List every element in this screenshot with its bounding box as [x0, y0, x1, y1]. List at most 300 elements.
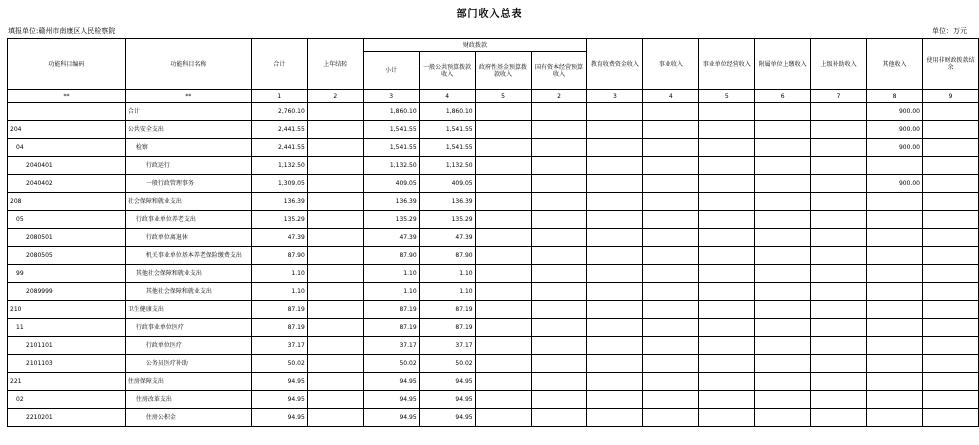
column-index-cell: 2: [531, 90, 587, 103]
cell-non-fiscal-balance: [922, 157, 978, 175]
cell-superior-subsidy: [811, 265, 867, 283]
column-index-cell: 4: [419, 90, 475, 103]
cell-edu-fees: [587, 301, 643, 319]
cell-subsidiary-turnover: [755, 301, 811, 319]
cell-name: 行政运行: [125, 157, 251, 175]
cell-non-fiscal-balance: [922, 103, 978, 121]
cell-carryover: [307, 193, 363, 211]
cell-name: 住房改革支出: [125, 391, 251, 409]
cell-business-income: [643, 139, 699, 157]
cell-gov-fund: [475, 319, 531, 337]
cell-carryover: [307, 373, 363, 391]
column-index-cell: 6: [755, 90, 811, 103]
cell-superior-subsidy: [811, 229, 867, 247]
cell-other-income: [867, 229, 923, 247]
cell-non-fiscal-balance: [922, 247, 978, 265]
cell-subtotal: 87.90: [363, 247, 419, 265]
cell-other-income: [867, 193, 923, 211]
cell-superior-subsidy: [811, 409, 867, 427]
cell-subsidiary-turnover: [755, 319, 811, 337]
cell-other-income: [867, 355, 923, 373]
table-row: [8, 373, 979, 391]
cell-other-income: [867, 301, 923, 319]
header-carryover: 上年结转: [307, 39, 363, 90]
cell-operating-income: [699, 103, 755, 121]
cell-edu-fees: [587, 103, 643, 121]
cell-total: 87.19: [251, 319, 307, 337]
cell-operating-income: [699, 373, 755, 391]
cell-edu-fees: [587, 391, 643, 409]
cell-total: 136.39: [251, 193, 307, 211]
cell-operating-income: [699, 139, 755, 157]
cell-edu-fees: [587, 211, 643, 229]
cell-general-budget: 94.95: [419, 409, 475, 427]
cell-business-income: [643, 337, 699, 355]
cell-superior-subsidy: [811, 337, 867, 355]
cell-name: 机关事业单位基本养老保险缴费支出: [125, 247, 251, 265]
cell-general-budget: 37.17: [419, 337, 475, 355]
cell-carryover: [307, 409, 363, 427]
cell-state-capital: [531, 211, 587, 229]
cell-edu-fees: [587, 157, 643, 175]
cell-gov-fund: [475, 229, 531, 247]
cell-code: 2210201: [8, 409, 126, 427]
cell-subtotal: 87.19: [363, 301, 419, 319]
cell-carryover: [307, 283, 363, 301]
cell-gov-fund: [475, 265, 531, 283]
cell-state-capital: [531, 301, 587, 319]
cell-carryover: [307, 247, 363, 265]
cell-general-budget: 1,541.55: [419, 139, 475, 157]
cell-operating-income: [699, 229, 755, 247]
cell-name: 行政单位离退休: [125, 229, 251, 247]
column-index-cell: **: [125, 90, 251, 103]
header-name: 功能科目名称: [125, 39, 251, 90]
cell-carryover: [307, 157, 363, 175]
cell-business-income: [643, 319, 699, 337]
cell-gov-fund: [475, 103, 531, 121]
header-code: 功能科目编码: [8, 39, 126, 90]
cell-other-income: [867, 391, 923, 409]
cell-gov-fund: [475, 355, 531, 373]
cell-non-fiscal-balance: [922, 175, 978, 193]
cell-general-budget: 1,541.55: [419, 121, 475, 139]
cell-operating-income: [699, 319, 755, 337]
cell-name: 卫生健康支出: [125, 301, 251, 319]
cell-gov-fund: [475, 139, 531, 157]
cell-subsidiary-turnover: [755, 283, 811, 301]
cell-state-capital: [531, 193, 587, 211]
cell-subsidiary-turnover: [755, 247, 811, 265]
cell-superior-subsidy: [811, 193, 867, 211]
cell-gov-fund: [475, 283, 531, 301]
cell-carryover: [307, 355, 363, 373]
cell-other-income: [867, 247, 923, 265]
cell-subtotal: 1,541.55: [363, 121, 419, 139]
cell-subtotal: 1.10: [363, 283, 419, 301]
cell-total: 1,309.05: [251, 175, 307, 193]
cell-business-income: [643, 409, 699, 427]
cell-subsidiary-turnover: [755, 229, 811, 247]
cell-code: 2089999: [8, 283, 126, 301]
cell-edu-fees: [587, 247, 643, 265]
cell-gov-fund: [475, 247, 531, 265]
cell-operating-income: [699, 337, 755, 355]
cell-subtotal: 47.39: [363, 229, 419, 247]
cell-name: 检察: [125, 139, 251, 157]
cell-operating-income: [699, 409, 755, 427]
table-row: [8, 211, 979, 229]
cell-operating-income: [699, 157, 755, 175]
cell-subsidiary-turnover: [755, 157, 811, 175]
table-row: [8, 283, 979, 301]
cell-code: 2040401: [8, 157, 126, 175]
cell-superior-subsidy: [811, 301, 867, 319]
cell-state-capital: [531, 265, 587, 283]
cell-non-fiscal-balance: [922, 355, 978, 373]
cell-subtotal: 1,860.10: [363, 103, 419, 121]
cell-non-fiscal-balance: [922, 301, 978, 319]
cell-edu-fees: [587, 319, 643, 337]
table-row: [8, 301, 979, 319]
reporting-unit: 填报单位:赣州市南康区人民检察院: [8, 27, 116, 35]
cell-carryover: [307, 103, 363, 121]
cell-non-fiscal-balance: [922, 265, 978, 283]
cell-other-income: 900.00: [867, 121, 923, 139]
cell-code: 2040402: [8, 175, 126, 193]
cell-subsidiary-turnover: [755, 211, 811, 229]
cell-operating-income: [699, 301, 755, 319]
cell-non-fiscal-balance: [922, 229, 978, 247]
cell-edu-fees: [587, 175, 643, 193]
column-index-cell: 5: [699, 90, 755, 103]
report-title: 部门收入总表: [456, 9, 523, 20]
cell-other-income: [867, 373, 923, 391]
cell-business-income: [643, 103, 699, 121]
cell-code: 05: [8, 211, 126, 229]
cell-operating-income: [699, 247, 755, 265]
cell-general-budget: 1.10: [419, 265, 475, 283]
cell-state-capital: [531, 373, 587, 391]
cell-gov-fund: [475, 121, 531, 139]
cell-carryover: [307, 211, 363, 229]
cell-gov-fund: [475, 211, 531, 229]
cell-name: 住房公积金: [125, 409, 251, 427]
header-other-income: 其他收入: [867, 39, 923, 90]
cell-carryover: [307, 175, 363, 193]
cell-edu-fees: [587, 409, 643, 427]
cell-total: 94.95: [251, 373, 307, 391]
cell-business-income: [643, 175, 699, 193]
cell-edu-fees: [587, 193, 643, 211]
cell-superior-subsidy: [811, 247, 867, 265]
cell-business-income: [643, 211, 699, 229]
cell-business-income: [643, 121, 699, 139]
table-body: [8, 103, 979, 427]
cell-total: 1.10: [251, 265, 307, 283]
cell-subsidiary-turnover: [755, 103, 811, 121]
table-row: [8, 103, 979, 121]
cell-subtotal: 50.02: [363, 355, 419, 373]
cell-general-budget: 94.95: [419, 373, 475, 391]
table-row: [8, 193, 979, 211]
cell-code: 221: [8, 373, 126, 391]
cell-state-capital: [531, 229, 587, 247]
cell-other-income: [867, 319, 923, 337]
cell-edu-fees: [587, 337, 643, 355]
cell-state-capital: [531, 103, 587, 121]
cell-subtotal: 1,541.55: [363, 139, 419, 157]
cell-general-budget: 50.02: [419, 355, 475, 373]
cell-superior-subsidy: [811, 283, 867, 301]
cell-state-capital: [531, 139, 587, 157]
table-header: [8, 39, 979, 103]
cell-subtotal: 87.19: [363, 319, 419, 337]
cell-subtotal: 135.29: [363, 211, 419, 229]
cell-total: 50.02: [251, 355, 307, 373]
table-row: [8, 139, 979, 157]
cell-gov-fund: [475, 301, 531, 319]
cell-business-income: [643, 157, 699, 175]
cell-general-budget: 47.39: [419, 229, 475, 247]
cell-operating-income: [699, 211, 755, 229]
cell-carryover: [307, 301, 363, 319]
cell-general-budget: 1,860.10: [419, 103, 475, 121]
cell-code: 04: [8, 139, 126, 157]
cell-non-fiscal-balance: [922, 319, 978, 337]
cell-gov-fund: [475, 373, 531, 391]
header-subtotal: 小计: [363, 52, 419, 90]
cell-non-fiscal-balance: [922, 337, 978, 355]
cell-general-budget: 136.39: [419, 193, 475, 211]
header-general-budget: 一般公共预算拨款收入: [419, 52, 475, 90]
cell-superior-subsidy: [811, 175, 867, 193]
table-row: [8, 121, 979, 139]
cell-other-income: [867, 265, 923, 283]
cell-name: 公务员医疗补助: [125, 355, 251, 373]
cell-operating-income: [699, 175, 755, 193]
cell-carryover: [307, 121, 363, 139]
cell-operating-income: [699, 283, 755, 301]
cell-operating-income: [699, 355, 755, 373]
cell-carryover: [307, 265, 363, 283]
cell-total: 47.39: [251, 229, 307, 247]
column-index-cell: 9: [922, 90, 978, 103]
table-row: [8, 355, 979, 373]
cell-operating-income: [699, 265, 755, 283]
cell-subsidiary-turnover: [755, 193, 811, 211]
cell-business-income: [643, 247, 699, 265]
cell-business-income: [643, 229, 699, 247]
table-row: [8, 157, 979, 175]
header-gov-fund: 政府性基金预算拨款收入: [475, 52, 531, 90]
cell-name: 公共安全支出: [125, 121, 251, 139]
cell-gov-fund: [475, 409, 531, 427]
cell-gov-fund: [475, 193, 531, 211]
cell-code: 2080501: [8, 229, 126, 247]
cell-subsidiary-turnover: [755, 121, 811, 139]
cell-subsidiary-turnover: [755, 265, 811, 283]
cell-non-fiscal-balance: [922, 193, 978, 211]
cell-other-income: [867, 283, 923, 301]
cell-business-income: [643, 355, 699, 373]
cell-name: 社会保障和就业支出: [125, 193, 251, 211]
table-row: [8, 409, 979, 427]
cell-total: 1,132.50: [251, 157, 307, 175]
cell-non-fiscal-balance: [922, 391, 978, 409]
cell-operating-income: [699, 391, 755, 409]
column-index-cell: 3: [587, 90, 643, 103]
table-row: [8, 337, 979, 355]
income-summary-table: [7, 38, 979, 427]
cell-subtotal: 136.39: [363, 193, 419, 211]
header-superior-subsidy: 上级补助收入: [811, 39, 867, 90]
cell-other-income: 900.00: [867, 175, 923, 193]
column-index-row: [8, 90, 979, 103]
cell-subsidiary-turnover: [755, 139, 811, 157]
cell-subsidiary-turnover: [755, 337, 811, 355]
cell-non-fiscal-balance: [922, 283, 978, 301]
cell-superior-subsidy: [811, 121, 867, 139]
cell-general-budget: 1,132.50: [419, 157, 475, 175]
cell-edu-fees: [587, 373, 643, 391]
cell-other-income: 900.00: [867, 103, 923, 121]
cell-other-income: [867, 337, 923, 355]
table-row: [8, 391, 979, 409]
cell-edu-fees: [587, 139, 643, 157]
cell-business-income: [643, 193, 699, 211]
cell-non-fiscal-balance: [922, 139, 978, 157]
cell-other-income: [867, 157, 923, 175]
cell-edu-fees: [587, 355, 643, 373]
cell-code: 2080505: [8, 247, 126, 265]
cell-name: 合计: [125, 103, 251, 121]
cell-non-fiscal-balance: [922, 373, 978, 391]
cell-code: 99: [8, 265, 126, 283]
cell-code: 210: [8, 301, 126, 319]
cell-carryover: [307, 391, 363, 409]
header-total: 合计: [251, 39, 307, 90]
cell-subtotal: 94.95: [363, 373, 419, 391]
cell-subsidiary-turnover: [755, 409, 811, 427]
cell-code: 2101101: [8, 337, 126, 355]
cell-subsidiary-turnover: [755, 355, 811, 373]
column-index-cell: 7: [811, 90, 867, 103]
cell-total: 1.10: [251, 283, 307, 301]
cell-carryover: [307, 229, 363, 247]
cell-name: 行政单位医疗: [125, 337, 251, 355]
cell-business-income: [643, 301, 699, 319]
cell-code: 208: [8, 193, 126, 211]
cell-other-income: [867, 211, 923, 229]
cell-general-budget: 94.95: [419, 391, 475, 409]
cell-edu-fees: [587, 229, 643, 247]
column-index-cell: 5: [475, 90, 531, 103]
cell-total: 87.19: [251, 301, 307, 319]
table-row: [8, 229, 979, 247]
cell-code: 204: [8, 121, 126, 139]
header-business-income: 事业收入: [643, 39, 699, 90]
cell-general-budget: 135.29: [419, 211, 475, 229]
cell-total: 2,441.55: [251, 121, 307, 139]
cell-name: 住房保障支出: [125, 373, 251, 391]
cell-general-budget: 87.19: [419, 301, 475, 319]
column-index-cell: 8: [867, 90, 923, 103]
cell-superior-subsidy: [811, 157, 867, 175]
table-row: [8, 175, 979, 193]
cell-total: 87.90: [251, 247, 307, 265]
cell-superior-subsidy: [811, 139, 867, 157]
cell-general-budget: 87.19: [419, 319, 475, 337]
cell-name: 其他社会保障和就业支出: [125, 283, 251, 301]
cell-gov-fund: [475, 175, 531, 193]
cell-total: 2,441.55: [251, 139, 307, 157]
cell-total: 2,760.10: [251, 103, 307, 121]
cell-total: 135.29: [251, 211, 307, 229]
cell-edu-fees: [587, 121, 643, 139]
cell-subsidiary-turnover: [755, 391, 811, 409]
header-state-capital: 国有资本经营预算收入: [531, 52, 587, 90]
table-row: [8, 265, 979, 283]
cell-superior-subsidy: [811, 103, 867, 121]
cell-name: 行政事业单位医疗: [125, 319, 251, 337]
cell-state-capital: [531, 319, 587, 337]
cell-state-capital: [531, 175, 587, 193]
cell-subtotal: 409.05: [363, 175, 419, 193]
cell-state-capital: [531, 391, 587, 409]
cell-state-capital: [531, 355, 587, 373]
cell-code: 2101103: [8, 355, 126, 373]
column-index-cell: 4: [643, 90, 699, 103]
cell-operating-income: [699, 121, 755, 139]
cell-business-income: [643, 373, 699, 391]
cell-gov-fund: [475, 157, 531, 175]
cell-state-capital: [531, 247, 587, 265]
header-operating-income: 事业单位经营收入: [699, 39, 755, 90]
cell-state-capital: [531, 283, 587, 301]
cell-superior-subsidy: [811, 319, 867, 337]
cell-non-fiscal-balance: [922, 409, 978, 427]
cell-edu-fees: [587, 283, 643, 301]
cell-general-budget: 1.10: [419, 283, 475, 301]
cell-general-budget: 409.05: [419, 175, 475, 193]
column-index-cell: 2: [307, 90, 363, 103]
cell-state-capital: [531, 337, 587, 355]
cell-other-income: 900.00: [867, 139, 923, 157]
header-fiscal-group: 财政拨款: [363, 39, 587, 52]
column-index-cell: **: [8, 90, 126, 103]
cell-non-fiscal-balance: [922, 211, 978, 229]
cell-name: 一般行政管理事务: [125, 175, 251, 193]
cell-code: 02: [8, 391, 126, 409]
table-row: [8, 247, 979, 265]
cell-subsidiary-turnover: [755, 175, 811, 193]
cell-operating-income: [699, 193, 755, 211]
cell-code: 11: [8, 319, 126, 337]
column-index-cell: 1: [251, 90, 307, 103]
cell-state-capital: [531, 409, 587, 427]
cell-code: [8, 103, 126, 121]
currency-unit: 单位：万元: [932, 27, 967, 35]
cell-subsidiary-turnover: [755, 373, 811, 391]
cell-subtotal: 1.10: [363, 265, 419, 283]
header-non-fiscal-balance: 使用非财政拨款结余: [922, 39, 978, 90]
cell-carryover: [307, 337, 363, 355]
cell-total: 94.95: [251, 391, 307, 409]
cell-edu-fees: [587, 265, 643, 283]
cell-non-fiscal-balance: [922, 121, 978, 139]
cell-subtotal: 37.17: [363, 337, 419, 355]
